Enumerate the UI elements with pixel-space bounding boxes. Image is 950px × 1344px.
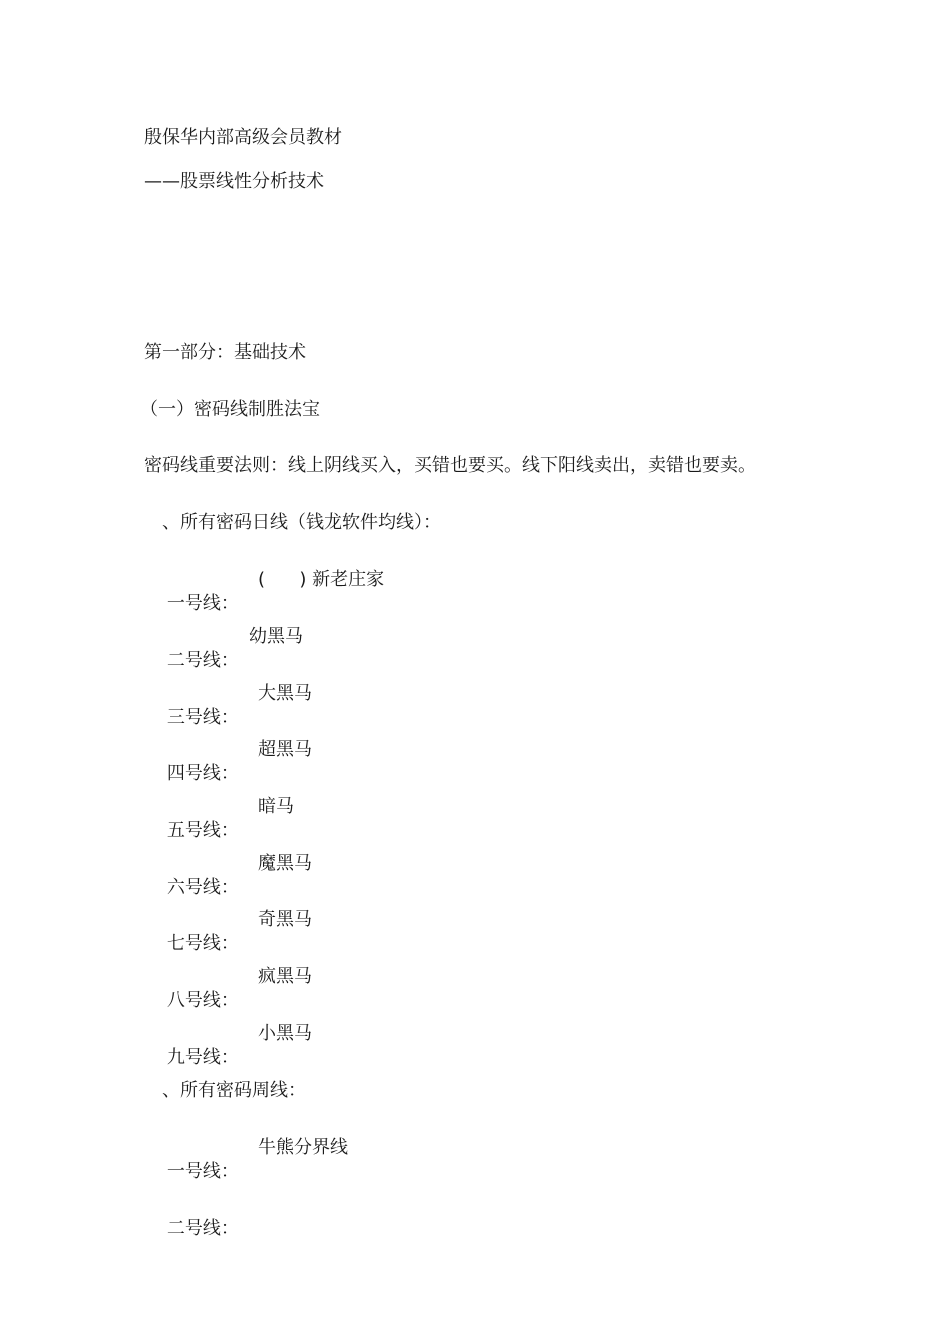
- line-label: 一号线：: [166, 593, 239, 614]
- weekly-lines-heading: 、所有密码周线：: [162, 1080, 306, 1101]
- rule-text: 密码线重要法则：线上阴线买入，买错也要买。线下阳线卖出，卖错也要卖。: [144, 455, 756, 476]
- line-label: 四号线：: [166, 763, 239, 784]
- line-label: 九号线：: [166, 1047, 239, 1068]
- line-value: 幼黑马: [249, 626, 303, 647]
- daily-lines-heading: 、所有密码日线（钱龙软件均线）：: [162, 512, 441, 533]
- line-value: 超黑马: [258, 739, 312, 760]
- line-label: 八号线：: [166, 990, 239, 1011]
- line-label: 二号线：: [166, 1218, 239, 1239]
- line-value: ( ) 新老庄家: [258, 569, 385, 590]
- line-label: 三号线：: [166, 707, 239, 728]
- line-label: 七号线：: [166, 933, 239, 954]
- line-label: 五号线：: [166, 820, 239, 841]
- line-value: 奇黑马: [258, 909, 312, 930]
- line-value: 疯黑马: [258, 966, 312, 987]
- part-heading: 第一部分：基础技术: [144, 342, 306, 363]
- line-value: 魔黑马: [258, 853, 312, 874]
- line-label: 一号线：: [166, 1161, 239, 1182]
- line-label: 二号线：: [166, 650, 239, 671]
- document-subtitle: ——股票线性分析技术: [144, 171, 324, 192]
- daily-line-item: [144, 1022, 312, 1118]
- weekly-line-item: [144, 1193, 239, 1289]
- document-title: 殷保华内部高级会员教材: [144, 127, 342, 148]
- line-value: 牛熊分界线: [258, 1137, 348, 1158]
- section-heading: （一）密码线制胜法宝: [140, 399, 320, 420]
- line-value: 大黑马: [258, 683, 312, 704]
- line-label: 六号线：: [166, 877, 239, 898]
- line-value: 暗马: [258, 796, 294, 817]
- line-value: 小黑马: [258, 1023, 312, 1044]
